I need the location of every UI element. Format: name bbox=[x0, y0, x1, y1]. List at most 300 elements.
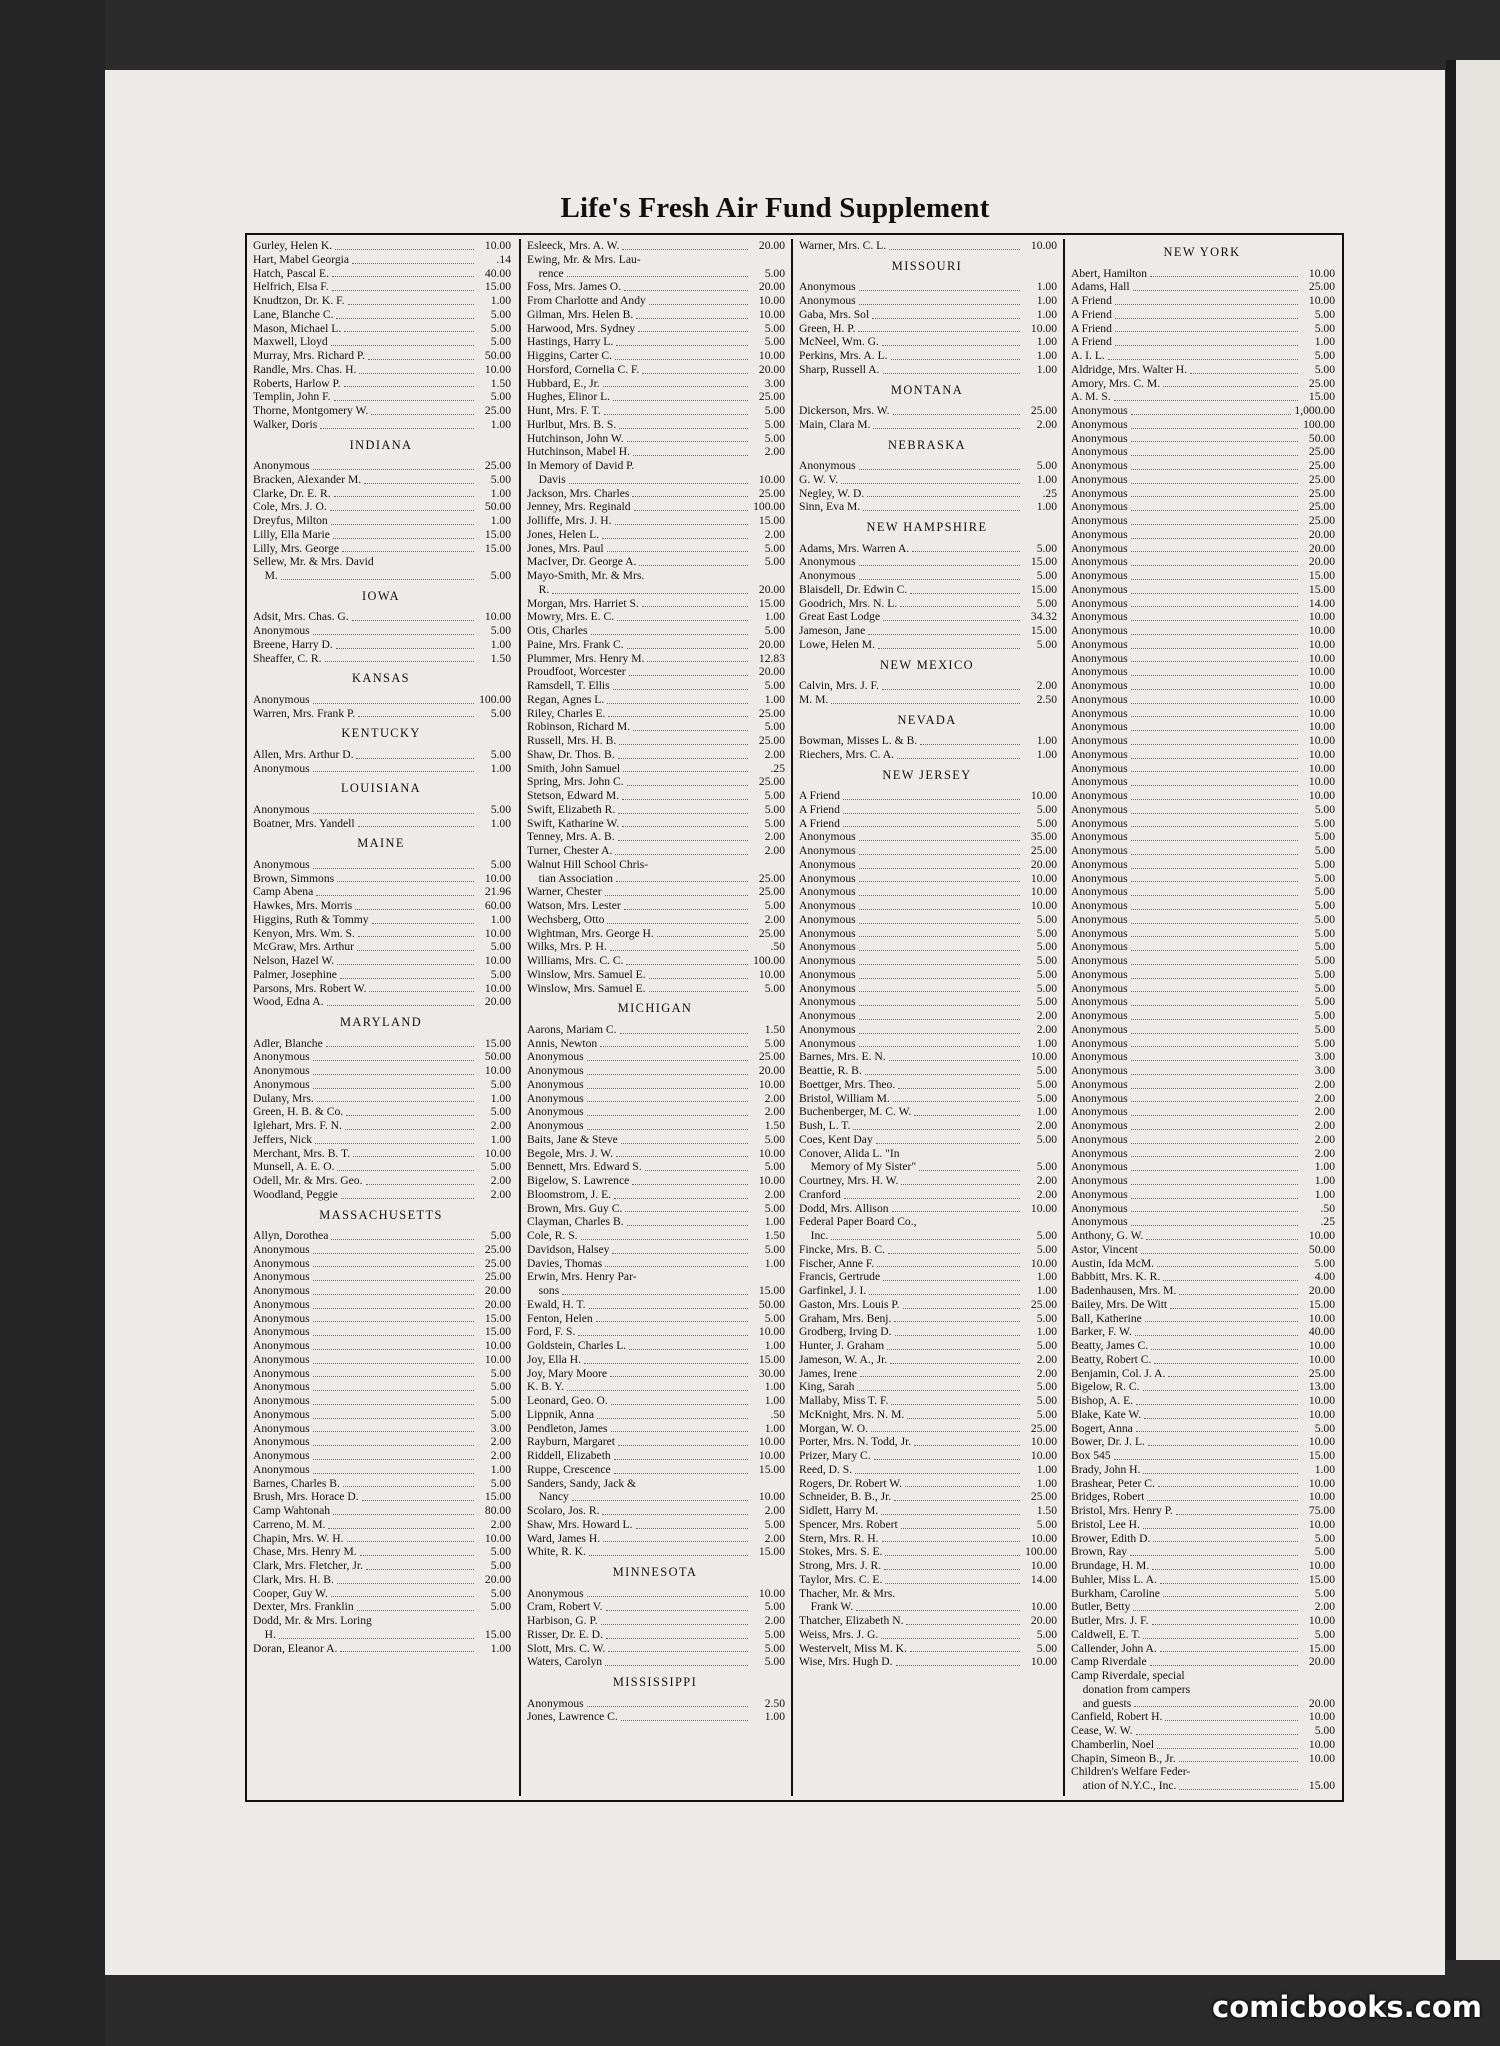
donor-name: Anonymous bbox=[527, 1091, 584, 1105]
donor-name: Williams, Mrs. C. C. bbox=[527, 954, 624, 967]
donor-entry bbox=[521, 968, 789, 982]
donor-entry bbox=[521, 377, 789, 391]
donor-name: Anonymous bbox=[527, 1064, 584, 1077]
donation-amount: 5.00 bbox=[764, 981, 785, 995]
donation-amount: 1.00 bbox=[764, 1256, 785, 1270]
donor-name: Anonymous bbox=[1071, 899, 1128, 912]
donor-name: Anonymous bbox=[253, 1421, 310, 1435]
dot-leader bbox=[1148, 1445, 1298, 1446]
donor-entry bbox=[521, 707, 789, 721]
dot-leader bbox=[901, 1528, 1020, 1529]
dot-leader bbox=[1170, 1308, 1298, 1309]
donation-amount: 2.00 bbox=[1036, 1352, 1057, 1366]
donation-amount: 10.00 bbox=[1308, 692, 1335, 706]
dot-leader bbox=[1163, 1596, 1298, 1597]
donation-amount: 2.00 bbox=[764, 912, 785, 926]
donor-name: Sheaffer, C. R. bbox=[253, 651, 322, 665]
dot-leader bbox=[876, 1143, 1020, 1144]
donor-entry bbox=[1065, 1380, 1339, 1394]
donor-name: Bloomstrom, J. E. bbox=[527, 1187, 612, 1201]
donor-name: Frank W. bbox=[799, 1600, 854, 1614]
donation-amount: 15.00 bbox=[484, 1311, 511, 1325]
dot-leader bbox=[316, 895, 474, 896]
donor-entry bbox=[247, 1284, 515, 1298]
donation-amount: 15.00 bbox=[484, 1036, 511, 1050]
donor-name: Anonymous bbox=[253, 1064, 310, 1077]
dot-leader bbox=[337, 1583, 474, 1584]
dot-leader bbox=[342, 551, 474, 552]
dot-leader bbox=[320, 428, 474, 429]
dot-leader bbox=[623, 771, 748, 772]
donor-entry bbox=[247, 473, 515, 487]
dot-leader bbox=[614, 1459, 748, 1460]
dot-leader bbox=[914, 1445, 1020, 1446]
donor-name: Aldridge, Mrs. Walter H. bbox=[1071, 362, 1188, 376]
dot-leader bbox=[602, 1514, 748, 1515]
donor-entry bbox=[1065, 267, 1339, 281]
donor-entry bbox=[521, 445, 789, 459]
dot-leader bbox=[607, 923, 748, 924]
donor-entry bbox=[521, 1710, 789, 1724]
dot-leader bbox=[313, 1363, 474, 1364]
donation-amount: 10.00 bbox=[484, 1339, 511, 1352]
donor-entry bbox=[1065, 720, 1339, 734]
dot-leader bbox=[894, 1321, 1020, 1322]
donation-amount: 15.00 bbox=[484, 1627, 511, 1641]
donor-name: Dreyfus, Milton bbox=[253, 514, 328, 527]
donation-amount: 10.00 bbox=[1308, 1517, 1335, 1531]
donor-name: Anonymous bbox=[1071, 514, 1128, 527]
donor-entry bbox=[247, 1188, 515, 1202]
donor-entry bbox=[521, 322, 789, 336]
dot-leader bbox=[327, 1005, 474, 1006]
donor-entry bbox=[247, 1312, 515, 1326]
donor-name: Higgins, Ruth & Tommy bbox=[253, 912, 369, 926]
dot-leader bbox=[331, 524, 474, 525]
donor-name: Waters, Carolyn bbox=[527, 1655, 603, 1669]
donor-name: Camp Wahtonah bbox=[253, 1504, 331, 1517]
donation-amount: 5.00 bbox=[764, 1600, 785, 1614]
donor-name: Thatcher, Elizabeth N. bbox=[799, 1614, 904, 1627]
donation-amount: .25 bbox=[770, 761, 785, 775]
donation-amount: 5.00 bbox=[764, 404, 785, 417]
donation-amount: 3.00 bbox=[490, 1421, 511, 1435]
dot-leader bbox=[1131, 1143, 1298, 1144]
donation-amount: 5.00 bbox=[1314, 1421, 1335, 1435]
donor-name: Stern, Mrs. R. H. bbox=[799, 1531, 879, 1545]
donation-amount: 5.00 bbox=[764, 1036, 785, 1050]
donor-name: Bridges, Robert bbox=[1071, 1490, 1145, 1504]
dot-leader bbox=[1131, 1005, 1298, 1006]
dot-leader bbox=[1179, 1761, 1298, 1762]
donation-amount: 1.00 bbox=[490, 417, 511, 431]
donor-entry bbox=[521, 1504, 789, 1518]
dot-leader bbox=[357, 950, 474, 951]
dot-leader bbox=[1163, 386, 1298, 387]
donor-entry bbox=[521, 1518, 789, 1532]
donor-name: Anonymous bbox=[799, 981, 856, 995]
donation-amount: 10.00 bbox=[1030, 1449, 1057, 1462]
donor-name: Porter, Mrs. N. Todd, Jr. bbox=[799, 1435, 912, 1449]
donation-amount: 5.00 bbox=[764, 321, 785, 335]
state-heading: MICHIGAN bbox=[617, 1001, 693, 1016]
donation-amount: 10.00 bbox=[1308, 1352, 1335, 1366]
dot-leader bbox=[1131, 524, 1298, 525]
dot-leader bbox=[337, 881, 474, 882]
dot-leader bbox=[313, 1390, 474, 1391]
donation-amount: 60.00 bbox=[484, 899, 511, 912]
dot-leader bbox=[587, 1706, 748, 1707]
donor-entry bbox=[247, 459, 515, 473]
donor-name: Anonymous bbox=[799, 954, 856, 967]
donation-amount: 25.00 bbox=[1308, 514, 1335, 527]
donation-amount: 1.00 bbox=[1314, 335, 1335, 349]
donor-name: Anonymous bbox=[799, 459, 856, 472]
dot-leader bbox=[313, 868, 474, 869]
donor-name: Anonymous bbox=[1071, 472, 1128, 486]
donation-amount: 1.00 bbox=[490, 1462, 511, 1476]
dot-leader bbox=[897, 758, 1020, 759]
dot-leader bbox=[639, 565, 748, 566]
donor-entry bbox=[1065, 762, 1339, 776]
donation-amount: 5.00 bbox=[1036, 954, 1057, 967]
donation-amount: 5.00 bbox=[490, 321, 511, 335]
donor-entry bbox=[247, 1518, 515, 1532]
dot-leader bbox=[882, 1541, 1020, 1542]
donor-name: Swift, Katharine W. bbox=[527, 816, 620, 830]
donor-name: Anonymous bbox=[799, 926, 856, 940]
donor-entry bbox=[247, 1380, 515, 1394]
donor-name: Winslow, Mrs. Samuel E. bbox=[527, 981, 646, 995]
dot-leader bbox=[615, 359, 748, 360]
donor-entry bbox=[247, 569, 515, 583]
donation-amount: 50.00 bbox=[1308, 431, 1335, 445]
donor-entry bbox=[247, 349, 515, 363]
donation-amount: 10.00 bbox=[1030, 1559, 1057, 1572]
dot-leader bbox=[358, 936, 474, 937]
donation-amount: 20.00 bbox=[484, 1284, 511, 1297]
donor-name: Jameson, W. A., Jr. bbox=[799, 1352, 888, 1366]
donor-name: Foss, Mrs. James O. bbox=[527, 280, 622, 294]
donor-entry bbox=[1065, 1064, 1339, 1078]
donation-amount: 2.00 bbox=[490, 1517, 511, 1531]
donor-entry bbox=[247, 1243, 515, 1257]
dot-leader bbox=[883, 1280, 1020, 1281]
donor-name: Astor, Vincent bbox=[1071, 1242, 1138, 1256]
donation-amount: 5.00 bbox=[1036, 981, 1057, 995]
donation-amount: 5.00 bbox=[764, 899, 785, 912]
dot-leader bbox=[606, 1610, 748, 1611]
magazine-page bbox=[105, 70, 1445, 1975]
dot-leader bbox=[629, 675, 748, 676]
state-heading: KANSAS bbox=[352, 671, 410, 686]
dot-leader bbox=[1131, 648, 1298, 649]
donor-entry bbox=[521, 1532, 789, 1546]
dot-leader bbox=[1152, 1624, 1298, 1625]
donor-entry bbox=[1065, 1765, 1339, 1779]
dot-leader bbox=[883, 620, 1020, 621]
donation-amount: 10.00 bbox=[1030, 871, 1057, 885]
dot-leader bbox=[1143, 1473, 1298, 1474]
donation-amount: 5.00 bbox=[764, 624, 785, 637]
donation-amount: 50.00 bbox=[1308, 1242, 1335, 1256]
donor-entry bbox=[521, 1133, 789, 1147]
donation-amount: 15.00 bbox=[1308, 390, 1335, 404]
donor-entry bbox=[247, 748, 515, 762]
donor-name: Jolliffe, Mrs. J. H. bbox=[527, 514, 612, 527]
donor-entry bbox=[793, 500, 1061, 514]
dot-leader bbox=[843, 826, 1020, 827]
dot-leader bbox=[1135, 1335, 1298, 1336]
dot-leader bbox=[336, 318, 474, 319]
donation-amount: 5.00 bbox=[1314, 307, 1335, 321]
donation-amount: 1.00 bbox=[1036, 1476, 1057, 1490]
dot-leader bbox=[627, 648, 748, 649]
donor-entry bbox=[793, 995, 1061, 1009]
donor-entry bbox=[521, 913, 789, 927]
donor-name: Garfinkel, J. I. bbox=[799, 1284, 867, 1297]
donation-amount: 10.00 bbox=[758, 349, 785, 362]
donor-name: Boatner, Mrs. Yandell bbox=[253, 816, 355, 830]
donation-amount: 5.00 bbox=[490, 1586, 511, 1600]
donor-name: Anonymous bbox=[1071, 1201, 1128, 1215]
donor-name: Anonymous bbox=[1071, 431, 1128, 445]
donor-entry bbox=[1065, 555, 1339, 569]
donor-entry bbox=[1065, 1573, 1339, 1587]
donor-name: Goodrich, Mrs. N. L. bbox=[799, 596, 898, 610]
donation-amount: 10.00 bbox=[758, 294, 785, 307]
donor-name: Bowman, Misses L. & B. bbox=[799, 734, 918, 747]
donor-name: Hart, Mabel Georgia bbox=[253, 252, 350, 266]
dot-leader bbox=[865, 1074, 1020, 1075]
donation-amount: 25.00 bbox=[484, 459, 511, 472]
donor-entry bbox=[793, 1463, 1061, 1477]
donor-name: Sharp, Russell A. bbox=[799, 362, 880, 376]
donor-name: Regan, Agnes L. bbox=[527, 692, 605, 706]
dot-leader bbox=[1131, 1101, 1298, 1102]
donation-amount: 5.00 bbox=[1036, 459, 1057, 472]
donor-name: Iglehart, Mrs. F. N. bbox=[253, 1119, 342, 1132]
donation-amount: 2.00 bbox=[764, 1187, 785, 1201]
donor-entry bbox=[1065, 322, 1339, 336]
donor-name: Westervelt, Miss M. K. bbox=[799, 1641, 907, 1655]
dot-leader bbox=[894, 1500, 1020, 1501]
donation-amount: 5.00 bbox=[1314, 349, 1335, 362]
donation-amount: 5.00 bbox=[1314, 967, 1335, 981]
dot-leader bbox=[1131, 703, 1298, 704]
donation-amount: 2.00 bbox=[764, 1091, 785, 1105]
donor-name: Coes, Kent Day bbox=[799, 1132, 873, 1146]
donor-name: Parsons, Mrs. Robert W. bbox=[253, 981, 367, 995]
donor-entry bbox=[521, 1312, 789, 1326]
donor-entry bbox=[247, 1408, 515, 1422]
donor-name: Austin, Ida McM. bbox=[1071, 1256, 1155, 1270]
dot-leader bbox=[353, 1156, 474, 1157]
donor-entry bbox=[247, 418, 515, 432]
donation-amount: 1.00 bbox=[764, 692, 785, 706]
donor-name: Anonymous bbox=[1071, 445, 1128, 459]
donor-entry bbox=[521, 583, 789, 597]
donor-entry bbox=[793, 1532, 1061, 1546]
donor-name: Walnut Hill School Chris- bbox=[527, 857, 649, 871]
donor-name: Wood, Edna A. bbox=[253, 995, 324, 1009]
dot-leader bbox=[572, 1500, 748, 1501]
donor-entry bbox=[793, 349, 1061, 363]
donation-amount: 15.00 bbox=[484, 527, 511, 541]
dot-leader bbox=[1131, 799, 1298, 800]
donation-amount: 5.00 bbox=[764, 1242, 785, 1256]
donor-name: Anonymous bbox=[1071, 1215, 1128, 1229]
donation-amount: 1.00 bbox=[1036, 1036, 1057, 1050]
donation-amount: 5.00 bbox=[1314, 912, 1335, 926]
donor-name: Anonymous bbox=[1071, 1077, 1128, 1091]
donor-name: Babbitt, Mrs. K. R. bbox=[1071, 1270, 1161, 1284]
donor-entry bbox=[521, 1064, 789, 1078]
donor-name: Risser, Dr. E. D. bbox=[527, 1627, 603, 1641]
donor-entry bbox=[521, 940, 789, 954]
donation-amount: 15.00 bbox=[758, 1284, 785, 1297]
state-heading: IOWA bbox=[362, 588, 400, 603]
donor-name: Lilly, Ella Marie bbox=[253, 527, 330, 541]
donor-name: Anonymous bbox=[253, 1449, 310, 1462]
dot-leader bbox=[863, 510, 1020, 511]
donor-name: Anonymous bbox=[253, 1325, 310, 1339]
donor-name: Jones, Helen L. bbox=[527, 527, 600, 541]
donor-name: Anonymous bbox=[527, 1586, 584, 1600]
dot-leader bbox=[1130, 1555, 1298, 1556]
dot-leader bbox=[859, 1005, 1020, 1006]
donor-entry bbox=[1065, 432, 1339, 446]
donor-name: A. I. L. bbox=[1071, 349, 1105, 362]
donation-amount: 100.00 bbox=[1025, 1545, 1057, 1559]
donor-name: Jones, Lawrence C. bbox=[527, 1710, 618, 1724]
donor-entry bbox=[247, 1325, 515, 1339]
state-heading: LOUISIANA bbox=[340, 781, 422, 796]
donor-name: Jameson, Jane bbox=[799, 624, 866, 637]
donor-entry bbox=[521, 1435, 789, 1449]
donor-entry bbox=[1065, 1779, 1339, 1793]
donation-amount: 5.00 bbox=[1036, 1641, 1057, 1655]
donation-amount: 1.00 bbox=[764, 610, 785, 624]
donor-name: Blake, Kate W. bbox=[1071, 1407, 1142, 1421]
donor-name: Wise, Mrs. Hugh D. bbox=[799, 1655, 893, 1669]
donor-entry bbox=[521, 1037, 789, 1051]
dot-leader bbox=[634, 510, 748, 511]
donation-amount: 2.00 bbox=[764, 1105, 785, 1119]
donor-name: Jeffers, Nick bbox=[253, 1132, 313, 1146]
donor-name: Warren, Mrs. Frank P. bbox=[253, 706, 356, 720]
donation-amount: 2.00 bbox=[764, 1614, 785, 1627]
donor-entry bbox=[247, 803, 515, 817]
donation-amount: 1.00 bbox=[764, 1421, 785, 1435]
donation-amount: 10.00 bbox=[1030, 789, 1057, 802]
donor-entry bbox=[521, 308, 789, 322]
donation-amount: 10.00 bbox=[1308, 1229, 1335, 1242]
donor-name: Fischer, Anne F. bbox=[799, 1256, 875, 1270]
donor-entry bbox=[1065, 803, 1339, 817]
donor-name: Memory of My Sister" bbox=[799, 1160, 917, 1174]
donation-amount: 100.00 bbox=[1303, 417, 1335, 431]
donor-entry bbox=[1065, 1202, 1339, 1216]
donation-amount: 5.00 bbox=[490, 1077, 511, 1091]
donation-amount: 10.00 bbox=[1308, 761, 1335, 775]
donor-name: Templin, John F. bbox=[253, 390, 331, 404]
dot-leader bbox=[1131, 538, 1298, 539]
donor-entry bbox=[1065, 1449, 1339, 1463]
dot-leader bbox=[859, 1033, 1020, 1034]
donation-amount: 10.00 bbox=[1030, 1201, 1057, 1215]
donor-entry bbox=[521, 1628, 789, 1642]
donor-name: Anonymous bbox=[799, 940, 856, 954]
donor-entry bbox=[1065, 404, 1339, 418]
donor-entry bbox=[793, 1270, 1061, 1284]
donor-name: Canfield, Robert H. bbox=[1071, 1710, 1163, 1724]
donation-amount: 25.00 bbox=[1308, 500, 1335, 514]
dot-leader bbox=[279, 1638, 474, 1639]
dot-leader bbox=[1131, 1170, 1298, 1171]
donation-amount: 15.00 bbox=[1308, 569, 1335, 582]
dot-leader bbox=[313, 1404, 474, 1405]
donation-amount: 10.00 bbox=[1030, 239, 1057, 252]
dot-leader bbox=[920, 744, 1020, 745]
dot-leader bbox=[1146, 1239, 1298, 1240]
donation-amount: 20.00 bbox=[484, 1572, 511, 1586]
donation-amount: 5.00 bbox=[1036, 816, 1057, 830]
donor-entry bbox=[247, 1600, 515, 1614]
donation-amount: 5.00 bbox=[1036, 1380, 1057, 1394]
donor-name: In Memory of David P. bbox=[527, 459, 635, 472]
donor-entry bbox=[521, 652, 789, 666]
dot-leader bbox=[1131, 1033, 1298, 1034]
dot-leader bbox=[617, 620, 748, 621]
donor-entry bbox=[521, 1202, 789, 1216]
dot-leader bbox=[859, 579, 1020, 580]
dot-leader bbox=[357, 1610, 474, 1611]
donor-name: Thorne, Montgomery W. bbox=[253, 404, 369, 417]
donation-amount: 5.00 bbox=[1314, 871, 1335, 885]
dot-leader bbox=[1141, 1253, 1298, 1254]
dot-leader bbox=[567, 276, 748, 277]
donation-amount: 10.00 bbox=[484, 981, 511, 995]
donation-amount: 1.00 bbox=[490, 1132, 511, 1146]
donor-name: Children's Welfare Feder- bbox=[1071, 1765, 1191, 1779]
dot-leader bbox=[1131, 936, 1298, 937]
dot-leader bbox=[1136, 1404, 1298, 1405]
donor-name: Federal Paper Board Co., bbox=[799, 1215, 917, 1229]
donor-entry bbox=[521, 1105, 789, 1119]
donor-name: K. B. Y. bbox=[527, 1380, 565, 1394]
donor-name: Gilman, Mrs. Helen B. bbox=[527, 307, 634, 321]
donation-amount: 10.00 bbox=[1308, 651, 1335, 665]
donor-entry bbox=[793, 1573, 1061, 1587]
dot-leader bbox=[622, 249, 748, 250]
donor-entry bbox=[1065, 1642, 1339, 1656]
donor-name: Otis, Charles bbox=[527, 624, 588, 637]
donation-amount: 25.00 bbox=[1308, 445, 1335, 459]
dot-leader bbox=[843, 813, 1020, 814]
donation-amount: 5.00 bbox=[490, 1545, 511, 1559]
donor-name: Leonard, Geo. O. bbox=[527, 1394, 608, 1407]
donor-name: Bigelow, S. Lawrence bbox=[527, 1174, 630, 1187]
donor-entry bbox=[247, 1105, 515, 1119]
dot-leader bbox=[614, 1198, 748, 1199]
dot-leader bbox=[874, 1459, 1020, 1460]
dot-leader bbox=[1131, 593, 1298, 594]
donation-amount: 1.00 bbox=[1036, 1325, 1057, 1339]
state-heading: NEW YORK bbox=[1163, 245, 1241, 259]
donor-name: Inc. bbox=[799, 1229, 829, 1242]
dot-leader bbox=[613, 689, 748, 690]
